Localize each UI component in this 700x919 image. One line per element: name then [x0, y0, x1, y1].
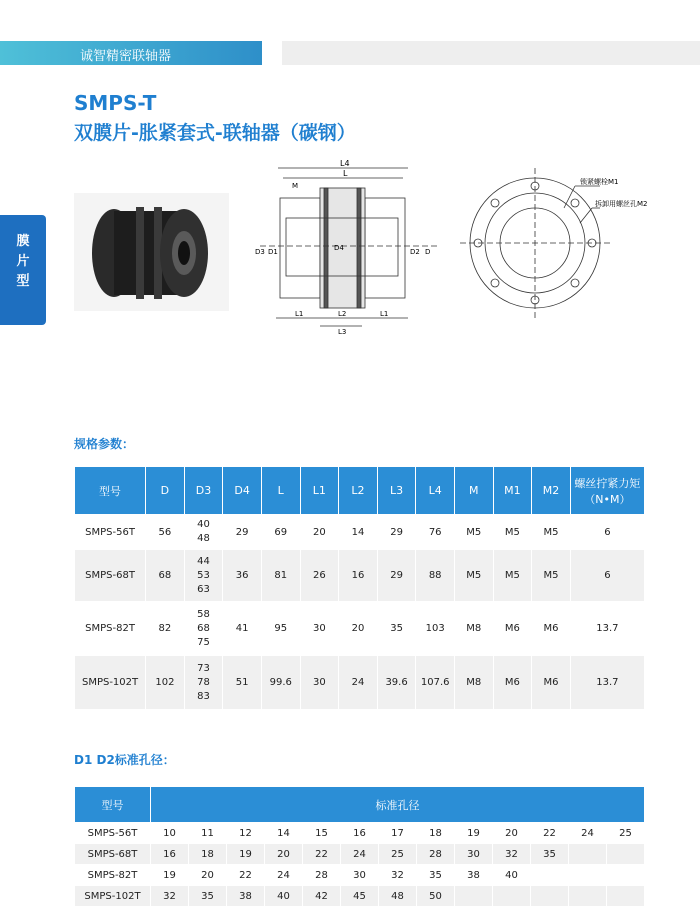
bore-cell-value: 30 — [455, 844, 493, 865]
bore-cell-value: 22 — [303, 844, 341, 865]
spec-cell-L2: 20 — [339, 602, 378, 656]
bore-header-row — [75, 787, 645, 823]
spec-header-torque — [570, 467, 644, 515]
bore-cell-value: 24 — [341, 844, 379, 865]
bore-cell-value: 38 — [455, 865, 493, 886]
bore-cell-value: 18 — [189, 844, 227, 865]
spec-cell-L3: 29 — [377, 515, 416, 550]
spec-cell-D4: 41 — [223, 602, 262, 656]
bore-cell-model: SMPS-102T — [75, 886, 151, 907]
header-gray-bar — [282, 41, 700, 65]
side-category-label — [0, 232, 46, 292]
spec-table — [74, 466, 645, 710]
bore-cell-value: 24 — [569, 823, 607, 844]
spec-cell-L3: 29 — [377, 550, 416, 602]
bore-cell-model: SMPS-82T — [75, 865, 151, 886]
bore-cell-value: 35 — [417, 865, 455, 886]
bore-cell-value — [569, 844, 607, 865]
bore-cell-value: 48 — [379, 886, 417, 907]
spec-cell-D3 — [184, 602, 223, 656]
bore-cell-value: 40 — [493, 865, 531, 886]
bore-row — [75, 865, 645, 886]
d3-value: 68 — [197, 622, 210, 634]
bore-cell-value — [569, 865, 607, 886]
spec-cell-L: 99.6 — [261, 656, 300, 710]
spec-header-D3: D3 — [184, 467, 223, 515]
spec-cell-D: 82 — [146, 602, 185, 656]
label-D1: D1 — [268, 248, 278, 256]
spec-cell-D3 — [184, 550, 223, 602]
bore-table — [74, 786, 645, 907]
model-title: SMPS-T — [74, 91, 157, 115]
bore-cell-value: 20 — [493, 823, 531, 844]
d3-value: 78 — [197, 676, 210, 688]
bore-cell-value — [493, 886, 531, 907]
spec-cell-L3: 39.6 — [377, 656, 416, 710]
bore-cell-value: 16 — [341, 823, 379, 844]
bore-cell-value: 45 — [341, 886, 379, 907]
spec-header-M1: M1 — [493, 467, 532, 515]
bore-cell-value: 20 — [189, 865, 227, 886]
bore-cell-value: 40 — [265, 886, 303, 907]
bore-cell-value: 28 — [303, 865, 341, 886]
d3-value: 58 — [197, 608, 210, 620]
bore-cell-value: 35 — [531, 844, 569, 865]
bore-cell-value: 25 — [379, 844, 417, 865]
spec-cell-D4: 29 — [223, 515, 262, 550]
spec-row — [75, 602, 645, 656]
label-L3: L3 — [338, 328, 347, 336]
spec-cell-M: M8 — [454, 602, 493, 656]
spec-header-M: M — [454, 467, 493, 515]
bore-cell-value — [531, 865, 569, 886]
spec-cell-L2: 16 — [339, 550, 378, 602]
side-char-2: 片 — [16, 254, 30, 269]
label-lock-bolt-m1: 锁紧螺栓M1 — [580, 178, 619, 186]
spec-cell-M2: M5 — [532, 550, 571, 602]
spec-cell-M: M8 — [454, 656, 493, 710]
bore-cell-value: 30 — [341, 865, 379, 886]
spec-cell-L1: 20 — [300, 515, 339, 550]
side-char-1: 膜 — [16, 234, 30, 249]
label-L2: L2 — [338, 310, 347, 318]
bore-cell-value: 32 — [379, 865, 417, 886]
spec-header-model: 型号 — [75, 467, 146, 515]
spec-cell-L: 69 — [261, 515, 300, 550]
d3-value: 73 — [197, 662, 210, 674]
label-L: L — [343, 169, 348, 178]
d3-value: 40 — [197, 519, 210, 530]
spec-cell-D: 56 — [146, 515, 185, 550]
spec-cell-model: SMPS-82T — [75, 602, 146, 656]
bore-cell-value: 15 — [303, 823, 341, 844]
bore-cell-value: 32 — [151, 886, 189, 907]
spec-header-L4: L4 — [416, 467, 455, 515]
label-M: M — [292, 182, 299, 190]
spec-header-L: L — [261, 467, 300, 515]
side-view-drawing — [250, 158, 450, 338]
d3-value: 48 — [197, 533, 210, 544]
bore-row — [75, 886, 645, 907]
bore-cell-value — [607, 844, 645, 865]
bore-header-model: 型号 — [75, 787, 151, 823]
bore-cell-value: 19 — [455, 823, 493, 844]
bore-cell-value: 12 — [227, 823, 265, 844]
spec-cell-L2: 24 — [339, 656, 378, 710]
bore-cell-value — [531, 886, 569, 907]
label-removal-hole-m2: 拆卸用螺丝孔M2 — [595, 200, 648, 208]
d3-value: 83 — [197, 690, 210, 702]
spec-cell-D: 102 — [146, 656, 185, 710]
spec-row — [75, 515, 645, 550]
bore-cell-value: 22 — [227, 865, 265, 886]
bore-cell-value: 11 — [189, 823, 227, 844]
label-D3: D3 — [255, 248, 265, 256]
bore-cell-value: 19 — [151, 865, 189, 886]
d3-value: 53 — [197, 569, 210, 581]
bore-cell-value: 10 — [151, 823, 189, 844]
brand-title: 诚智精密联轴器 — [80, 49, 172, 64]
spec-cell-D: 68 — [146, 550, 185, 602]
spec-cell-model: SMPS-68T — [75, 550, 146, 602]
spec-cell-L4: 88 — [416, 550, 455, 602]
spec-header-row — [75, 467, 645, 515]
side-char-3: 型 — [16, 274, 30, 289]
front-view-drawing — [460, 168, 680, 328]
spec-cell-L4: 103 — [416, 602, 455, 656]
spec-cell-M: M5 — [454, 550, 493, 602]
spec-cell-torque: 6 — [570, 515, 644, 550]
bore-cell-model: SMPS-68T — [75, 844, 151, 865]
bore-cell-value: 25 — [607, 823, 645, 844]
bore-cell-value: 14 — [265, 823, 303, 844]
spec-cell-M2: M5 — [532, 515, 571, 550]
spec-header-D: D — [146, 467, 185, 515]
spec-cell-D3 — [184, 656, 223, 710]
spec-header-L1: L1 — [300, 467, 339, 515]
bore-cell-value: 22 — [531, 823, 569, 844]
bore-row — [75, 844, 645, 865]
label-L4: L4 — [340, 159, 350, 168]
spec-cell-L4: 107.6 — [416, 656, 455, 710]
label-L1-right: L1 — [380, 310, 389, 318]
bore-cell-value: 28 — [417, 844, 455, 865]
bore-cell-value: 19 — [227, 844, 265, 865]
label-L1-left: L1 — [295, 310, 304, 318]
bore-cell-value: 42 — [303, 886, 341, 907]
spec-header-L2: L2 — [339, 467, 378, 515]
spec-header-M2: M2 — [532, 467, 571, 515]
bore-header-values: 标准孔径 — [151, 787, 645, 823]
bore-cell-value: 24 — [265, 865, 303, 886]
spec-header-torque-line1: 螺丝拧紧力矩 — [574, 476, 641, 490]
spec-cell-L1: 30 — [300, 602, 339, 656]
d3-value: 63 — [197, 583, 210, 595]
label-D: D — [425, 248, 431, 256]
spec-cell-torque: 13.7 — [570, 602, 644, 656]
bore-cell-value: 32 — [493, 844, 531, 865]
spec-cell-L1: 30 — [300, 656, 339, 710]
bore-cell-value — [607, 865, 645, 886]
bore-cell-value: 20 — [265, 844, 303, 865]
d3-value: 44 — [197, 555, 210, 567]
spec-cell-D3 — [184, 515, 223, 550]
spec-cell-L: 95 — [261, 602, 300, 656]
spec-cell-D4: 36 — [223, 550, 262, 602]
bore-cell-value: 18 — [417, 823, 455, 844]
bore-cell-value — [607, 886, 645, 907]
bore-cell-value: 16 — [151, 844, 189, 865]
spec-cell-L: 81 — [261, 550, 300, 602]
bore-cell-value: 50 — [417, 886, 455, 907]
spec-cell-L1: 26 — [300, 550, 339, 602]
spec-cell-L4: 76 — [416, 515, 455, 550]
bore-cell-value: 38 — [227, 886, 265, 907]
spec-cell-L2: 14 — [339, 515, 378, 550]
bore-section-label: D1 D2标准孔径： — [74, 753, 175, 767]
spec-header-L3: L3 — [377, 467, 416, 515]
d3-value: 75 — [197, 636, 210, 648]
spec-row — [75, 656, 645, 710]
product-name: 双膜片-胀紧套式-联轴器（碳钢） — [74, 122, 356, 144]
spec-cell-D4: 51 — [223, 656, 262, 710]
spec-cell-M2: M6 — [532, 602, 571, 656]
spec-cell-torque: 6 — [570, 550, 644, 602]
spec-cell-model: SMPS-56T — [75, 515, 146, 550]
bore-cell-value: 17 — [379, 823, 417, 844]
spec-cell-M1: M5 — [493, 515, 532, 550]
spec-cell-torque: 13.7 — [570, 656, 644, 710]
spec-cell-M: M5 — [454, 515, 493, 550]
spec-cell-M2: M6 — [532, 656, 571, 710]
bore-cell-value — [455, 886, 493, 907]
spec-header-torque-line2: （N•M） — [584, 492, 631, 506]
spec-cell-model: SMPS-102T — [75, 656, 146, 710]
spec-cell-M1: M5 — [493, 550, 532, 602]
spec-header-D4: D4 — [223, 467, 262, 515]
spec-cell-M1: M6 — [493, 602, 532, 656]
spec-section-label: 规格参数： — [74, 437, 135, 451]
spec-row — [75, 550, 645, 602]
spec-cell-L3: 35 — [377, 602, 416, 656]
label-D4: D4 — [334, 244, 344, 252]
bore-row — [75, 823, 645, 844]
bore-cell-value — [569, 886, 607, 907]
label-D2: D2 — [410, 248, 420, 256]
product-photo — [74, 193, 229, 311]
bore-cell-model: SMPS-56T — [75, 823, 151, 844]
bore-cell-value: 35 — [189, 886, 227, 907]
spec-cell-M1: M6 — [493, 656, 532, 710]
